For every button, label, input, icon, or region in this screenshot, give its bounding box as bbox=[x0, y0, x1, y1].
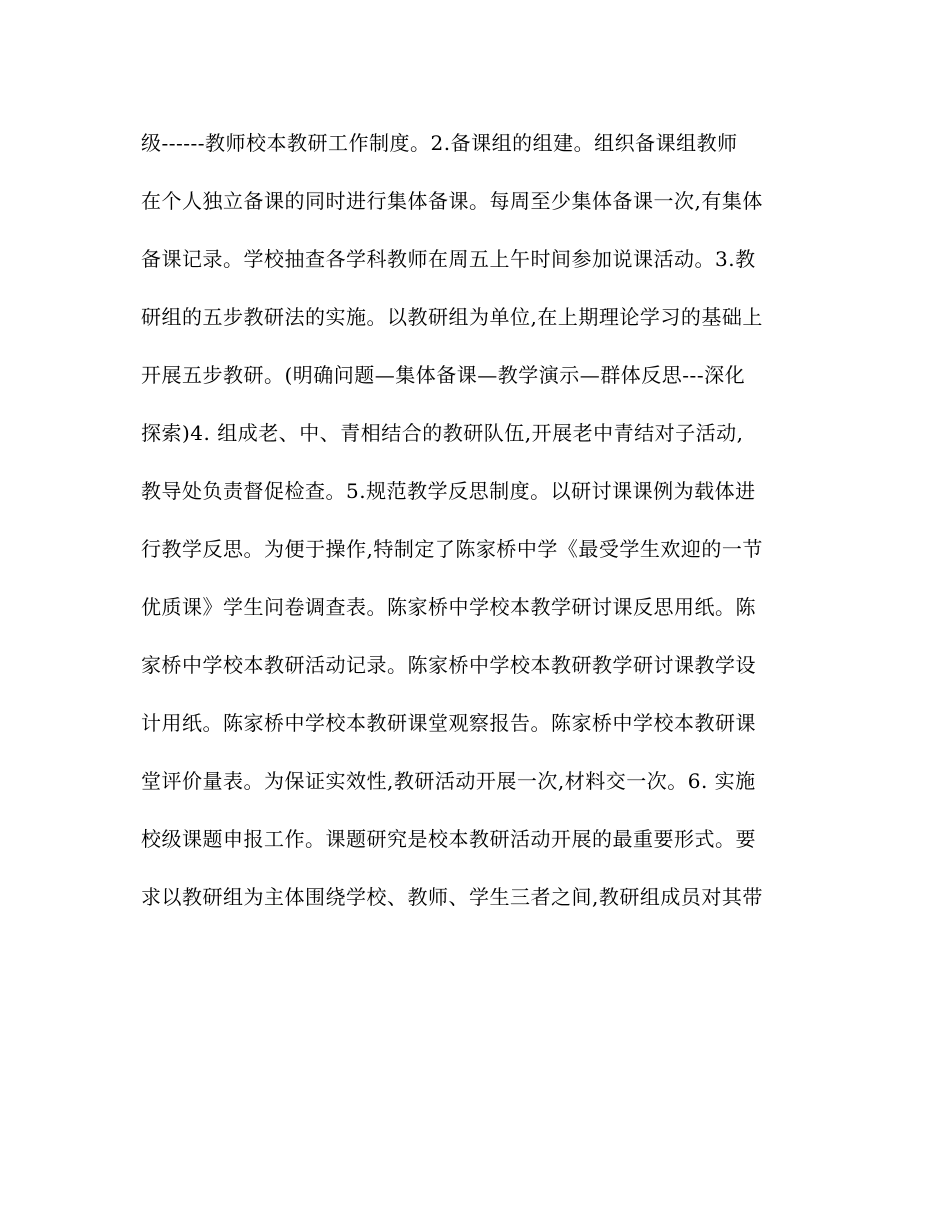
text-line: 堂评价量表。为保证实效性,教研活动开展一次,材料交一次。6. 实施 bbox=[141, 769, 756, 793]
text-line: 求以教研组为主体围绕学校、教师、学生三者之间,教研组成员对其带 bbox=[141, 885, 763, 909]
text-line: 研组的五步教研法的实施。以教研组为单位,在上期理论学习的基础上 bbox=[141, 305, 763, 329]
text-line: 在个人独立备课的同时进行集体备课。每周至少集体备课一次,有集体 bbox=[141, 189, 763, 213]
text-line: 级------教师校本教研工作制度。2.备课组的组建。组织备课组教师 bbox=[141, 131, 738, 155]
text-line: 优质课》学生问卷调查表。陈家桥中学校本教学研讨课反思用纸。陈 bbox=[141, 595, 756, 619]
text-line: 探索)4. 组成老、中、青相结合的教研队伍,开展老中青结对子活动, bbox=[141, 421, 744, 445]
text-line: 教导处负责督促检查。5.规范教学反思制度。以研讨课课例为载体进 bbox=[141, 479, 756, 503]
text-line: 家桥中学校本教研活动记录。陈家桥中学校本教研教学研讨课教学设 bbox=[141, 653, 756, 677]
body-text bbox=[141, 122, 811, 934]
text-line: 行教学反思。为便于操作,特制定了陈家桥中学《最受学生欢迎的一节 bbox=[141, 537, 763, 561]
text-line: 计用纸。陈家桥中学校本教研课堂观察报告。陈家桥中学校本教研课 bbox=[141, 711, 756, 735]
text-line: 开展五步教研。(明确问题—集体备课—教学演示—群体反思---深化 bbox=[141, 363, 746, 387]
text-line: 备课记录。学校抽查各学科教师在周五上午时间参加说课活动。3.教 bbox=[141, 247, 756, 271]
text-line: 校级课题申报工作。课题研究是校本教研活动开展的最重要形式。要 bbox=[141, 827, 756, 851]
